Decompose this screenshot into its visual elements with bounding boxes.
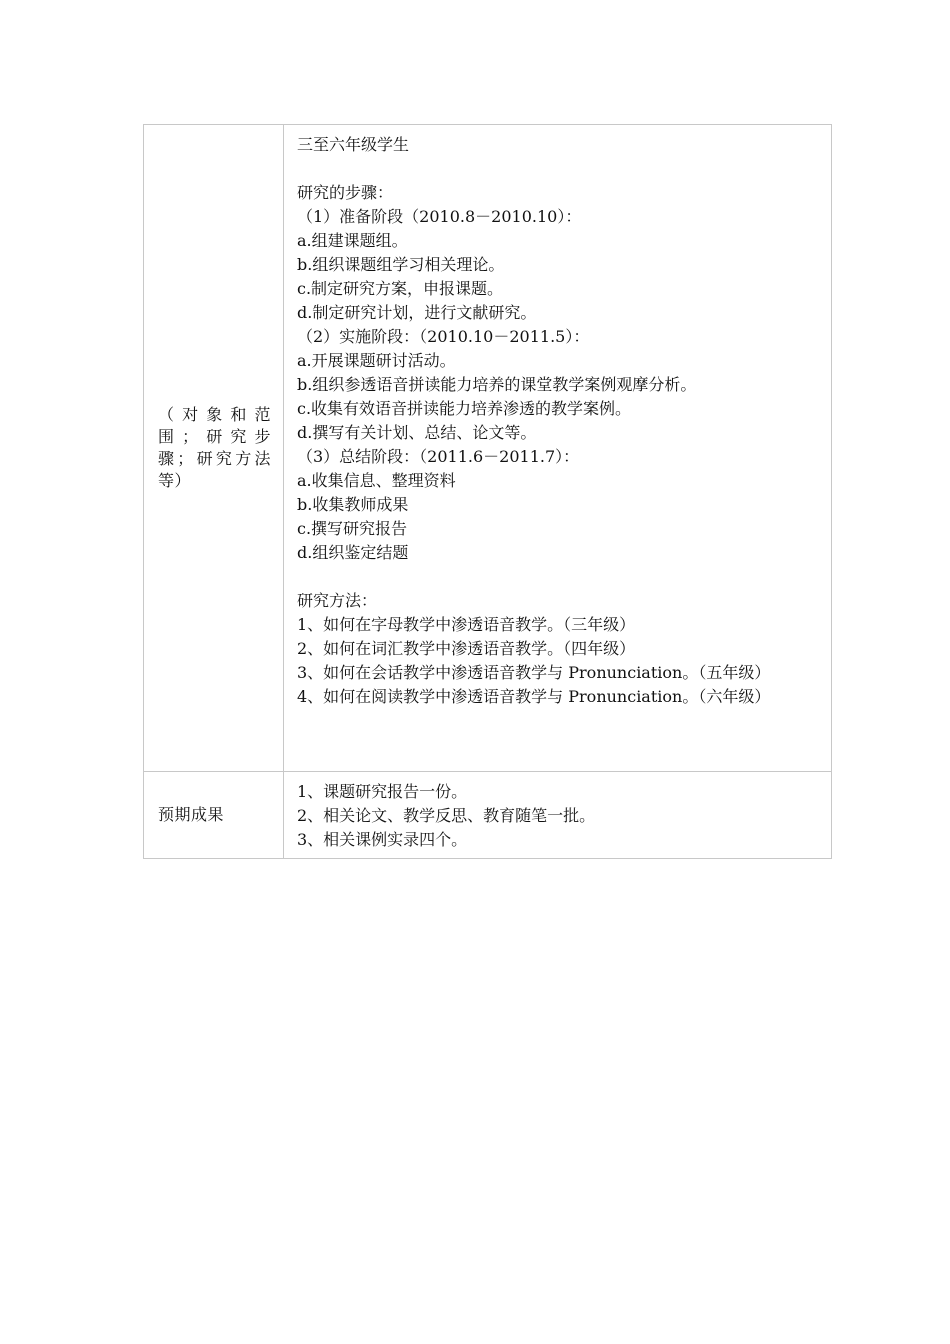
list-item: a.收集信息、整理资料 xyxy=(297,471,456,490)
list-item: b.收集教师成果 xyxy=(297,495,409,514)
result-item: 2、相关论文、教学反思、教育随笔一批。 xyxy=(297,806,596,825)
row-content-cell xyxy=(284,125,832,772)
method-item: 2、如何在词汇教学中渗透语音教学。（四年级） xyxy=(297,639,636,658)
row-label-cell xyxy=(144,125,284,772)
list-item: b.组织参透语音拼读能力培养的课堂教学案例观摩分析。 xyxy=(297,375,697,394)
list-item: b.组织课题组学习相关理论。 xyxy=(297,255,505,274)
list-item: c.撰写研究报告 xyxy=(297,519,408,538)
list-item: c.收集有效语音拼读能力培养渗透的教学案例。 xyxy=(297,399,632,418)
result-item: 1、课题研究报告一份。 xyxy=(297,782,468,801)
table-row xyxy=(144,125,832,772)
table-row xyxy=(144,772,832,859)
row-label-cell xyxy=(144,772,284,859)
phase3-heading: （3）总结阶段：（2011.6－2011.7）： xyxy=(297,447,580,466)
list-item: a.开展课题研讨活动。 xyxy=(297,351,456,370)
list-item: d.制定研究计划，进行文献研究。 xyxy=(297,303,537,322)
row-label-expected-results: 预期成果 xyxy=(158,805,225,824)
methods-heading: 研究方法： xyxy=(297,591,378,610)
method-item: 1、如何在字母教学中渗透语音教学。（三年级） xyxy=(297,615,636,634)
list-item: a.组建课题组。 xyxy=(297,231,408,250)
list-item: d.撰写有关计划、总结、论文等。 xyxy=(297,423,537,442)
blank-line xyxy=(297,157,821,181)
row-content-cell xyxy=(284,772,832,859)
expected-results-content xyxy=(284,772,831,858)
phase1-heading: （1）准备阶段（2010.8－2010.10）： xyxy=(297,207,582,226)
research-scope: 三至六年级学生 xyxy=(297,135,410,154)
list-item: c.制定研究方案，申报课题。 xyxy=(297,279,504,298)
research-content xyxy=(284,125,831,723)
row-label-scope-steps-methods: （对象和范围；研究步骤；研究方法等） xyxy=(158,405,271,490)
result-item: 3、相关课例实录四个。 xyxy=(297,830,468,849)
phase2-heading: （2）实施阶段：（2010.10－2011.5）： xyxy=(297,327,590,346)
blank-line xyxy=(297,565,821,589)
method-item: 4、如何在阅读教学中渗透语音教学与 Pronunciation。（六年级） xyxy=(297,687,771,706)
steps-heading: 研究的步骤： xyxy=(297,183,394,202)
list-item: d.组织鉴定结题 xyxy=(297,543,409,562)
method-item: 3、如何在会话教学中渗透语音教学与 Pronunciation。（五年级） xyxy=(297,663,771,682)
research-plan-table xyxy=(143,124,832,859)
